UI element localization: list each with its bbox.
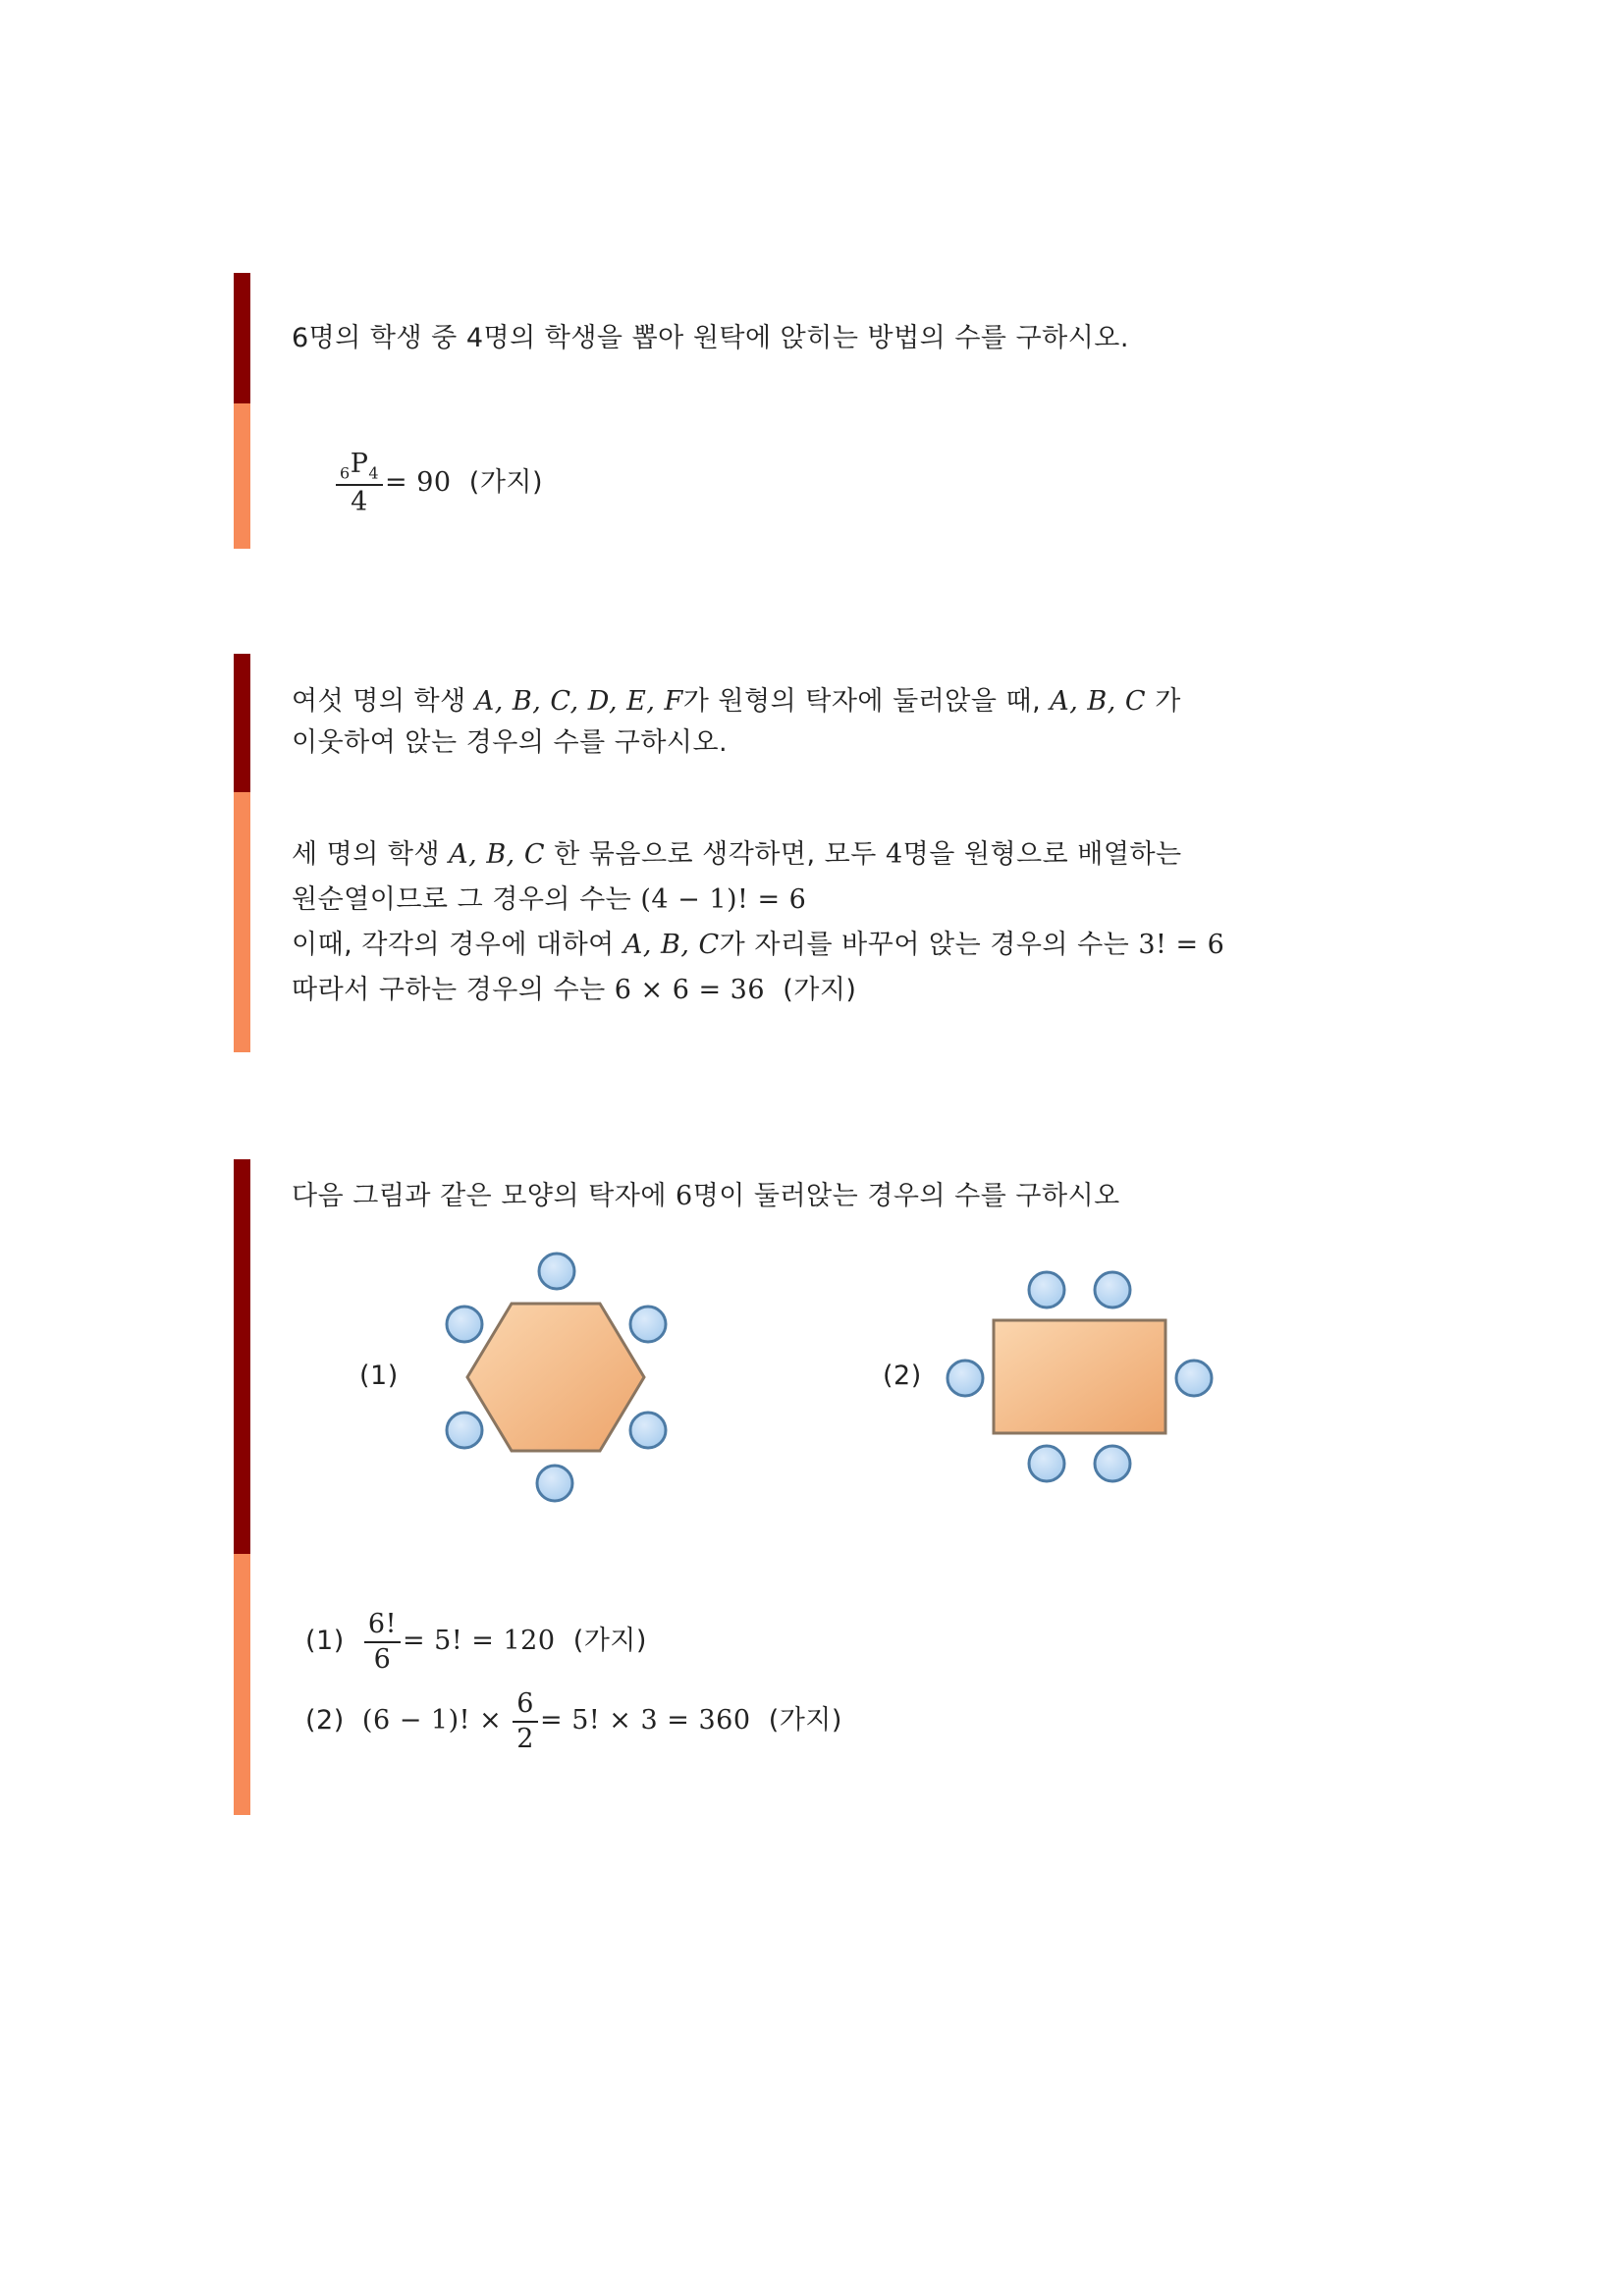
fig2-label: (2) — [883, 1361, 922, 1391]
q2-answer-line3: 이때, 각각의 경우에 대하여 A, B, C가 자리를 바꾸어 앉는 경우의 수는 3! = 6 — [292, 930, 1225, 960]
q2-question-bar — [234, 654, 250, 792]
fig1-label: (1) — [359, 1361, 399, 1391]
q2-question-line1: 여섯 명의 학생 A, B, C, D, E, F가 원형의 탁자에 둘러앉을 때, A, B, C 가 — [292, 686, 1181, 717]
hexagon-table-figure — [432, 1242, 677, 1507]
q3-question-bar — [234, 1159, 250, 1554]
q2-answer-line4: 따라서 구하는 경우의 수는 6 × 6 = 36 (가지) — [292, 975, 857, 1005]
q3-answer-bar — [234, 1554, 250, 1815]
q3-question: 다음 그림과 같은 모양의 탁자에 6명이 둘러앉는 경우의 수를 구하시오 — [292, 1181, 1120, 1211]
q3-answer-1: (1) $\frac{6!}{6}$ = 5! = 120 (가지) — [305, 1609, 647, 1675]
seat — [947, 1361, 983, 1396]
seat — [630, 1307, 666, 1342]
q2-question-line2: 이웃하여 앉는 경우의 수를 구하시오. — [292, 727, 729, 758]
seat — [630, 1413, 666, 1448]
q2-answer-line1: 세 명의 학생 A, B, C 한 묶음으로 생각하면, 모두 4명을 원형으로 배열하는 — [292, 839, 1182, 870]
q2-answer-bar — [234, 792, 250, 1052]
q2-answer-line2: 원순열이므로 그 경우의 수는 (4 − 1)! = 6 — [292, 884, 807, 915]
seat — [1029, 1272, 1064, 1308]
seat — [447, 1307, 482, 1342]
hexagon-table — [467, 1304, 644, 1451]
seat — [1029, 1446, 1064, 1481]
seat — [1095, 1272, 1130, 1308]
seat — [1095, 1446, 1130, 1481]
rectangle-table — [994, 1320, 1165, 1433]
seat — [1176, 1361, 1212, 1396]
q3-answer-2: (2) (6 − 1)! × $\frac{6}{2}$ = 5! × 3 = 360 (가지) — [305, 1688, 842, 1754]
q3-answer-1-fraction: $\frac{6!}{6}$ — [364, 1610, 401, 1674]
q1-question: 6명의 학생 중 4명의 학생을 뽑아 원탁에 앉히는 방법의 수를 구하시오. — [292, 323, 1129, 353]
q3-answer-2-fraction: $\frac{6}{2}$ — [513, 1689, 538, 1753]
q1-fraction: $\frac{_6P_4}{4}$ — [336, 450, 383, 517]
seat — [539, 1254, 574, 1289]
seat — [447, 1413, 482, 1448]
q1-answer: $\frac{_6P_4}{4}$ = 90 (가지) — [334, 450, 543, 517]
q1-answer-bar — [234, 403, 250, 549]
q1-question-bar — [234, 273, 250, 403]
seat — [537, 1466, 572, 1501]
rectangle-table-figure — [933, 1256, 1227, 1492]
